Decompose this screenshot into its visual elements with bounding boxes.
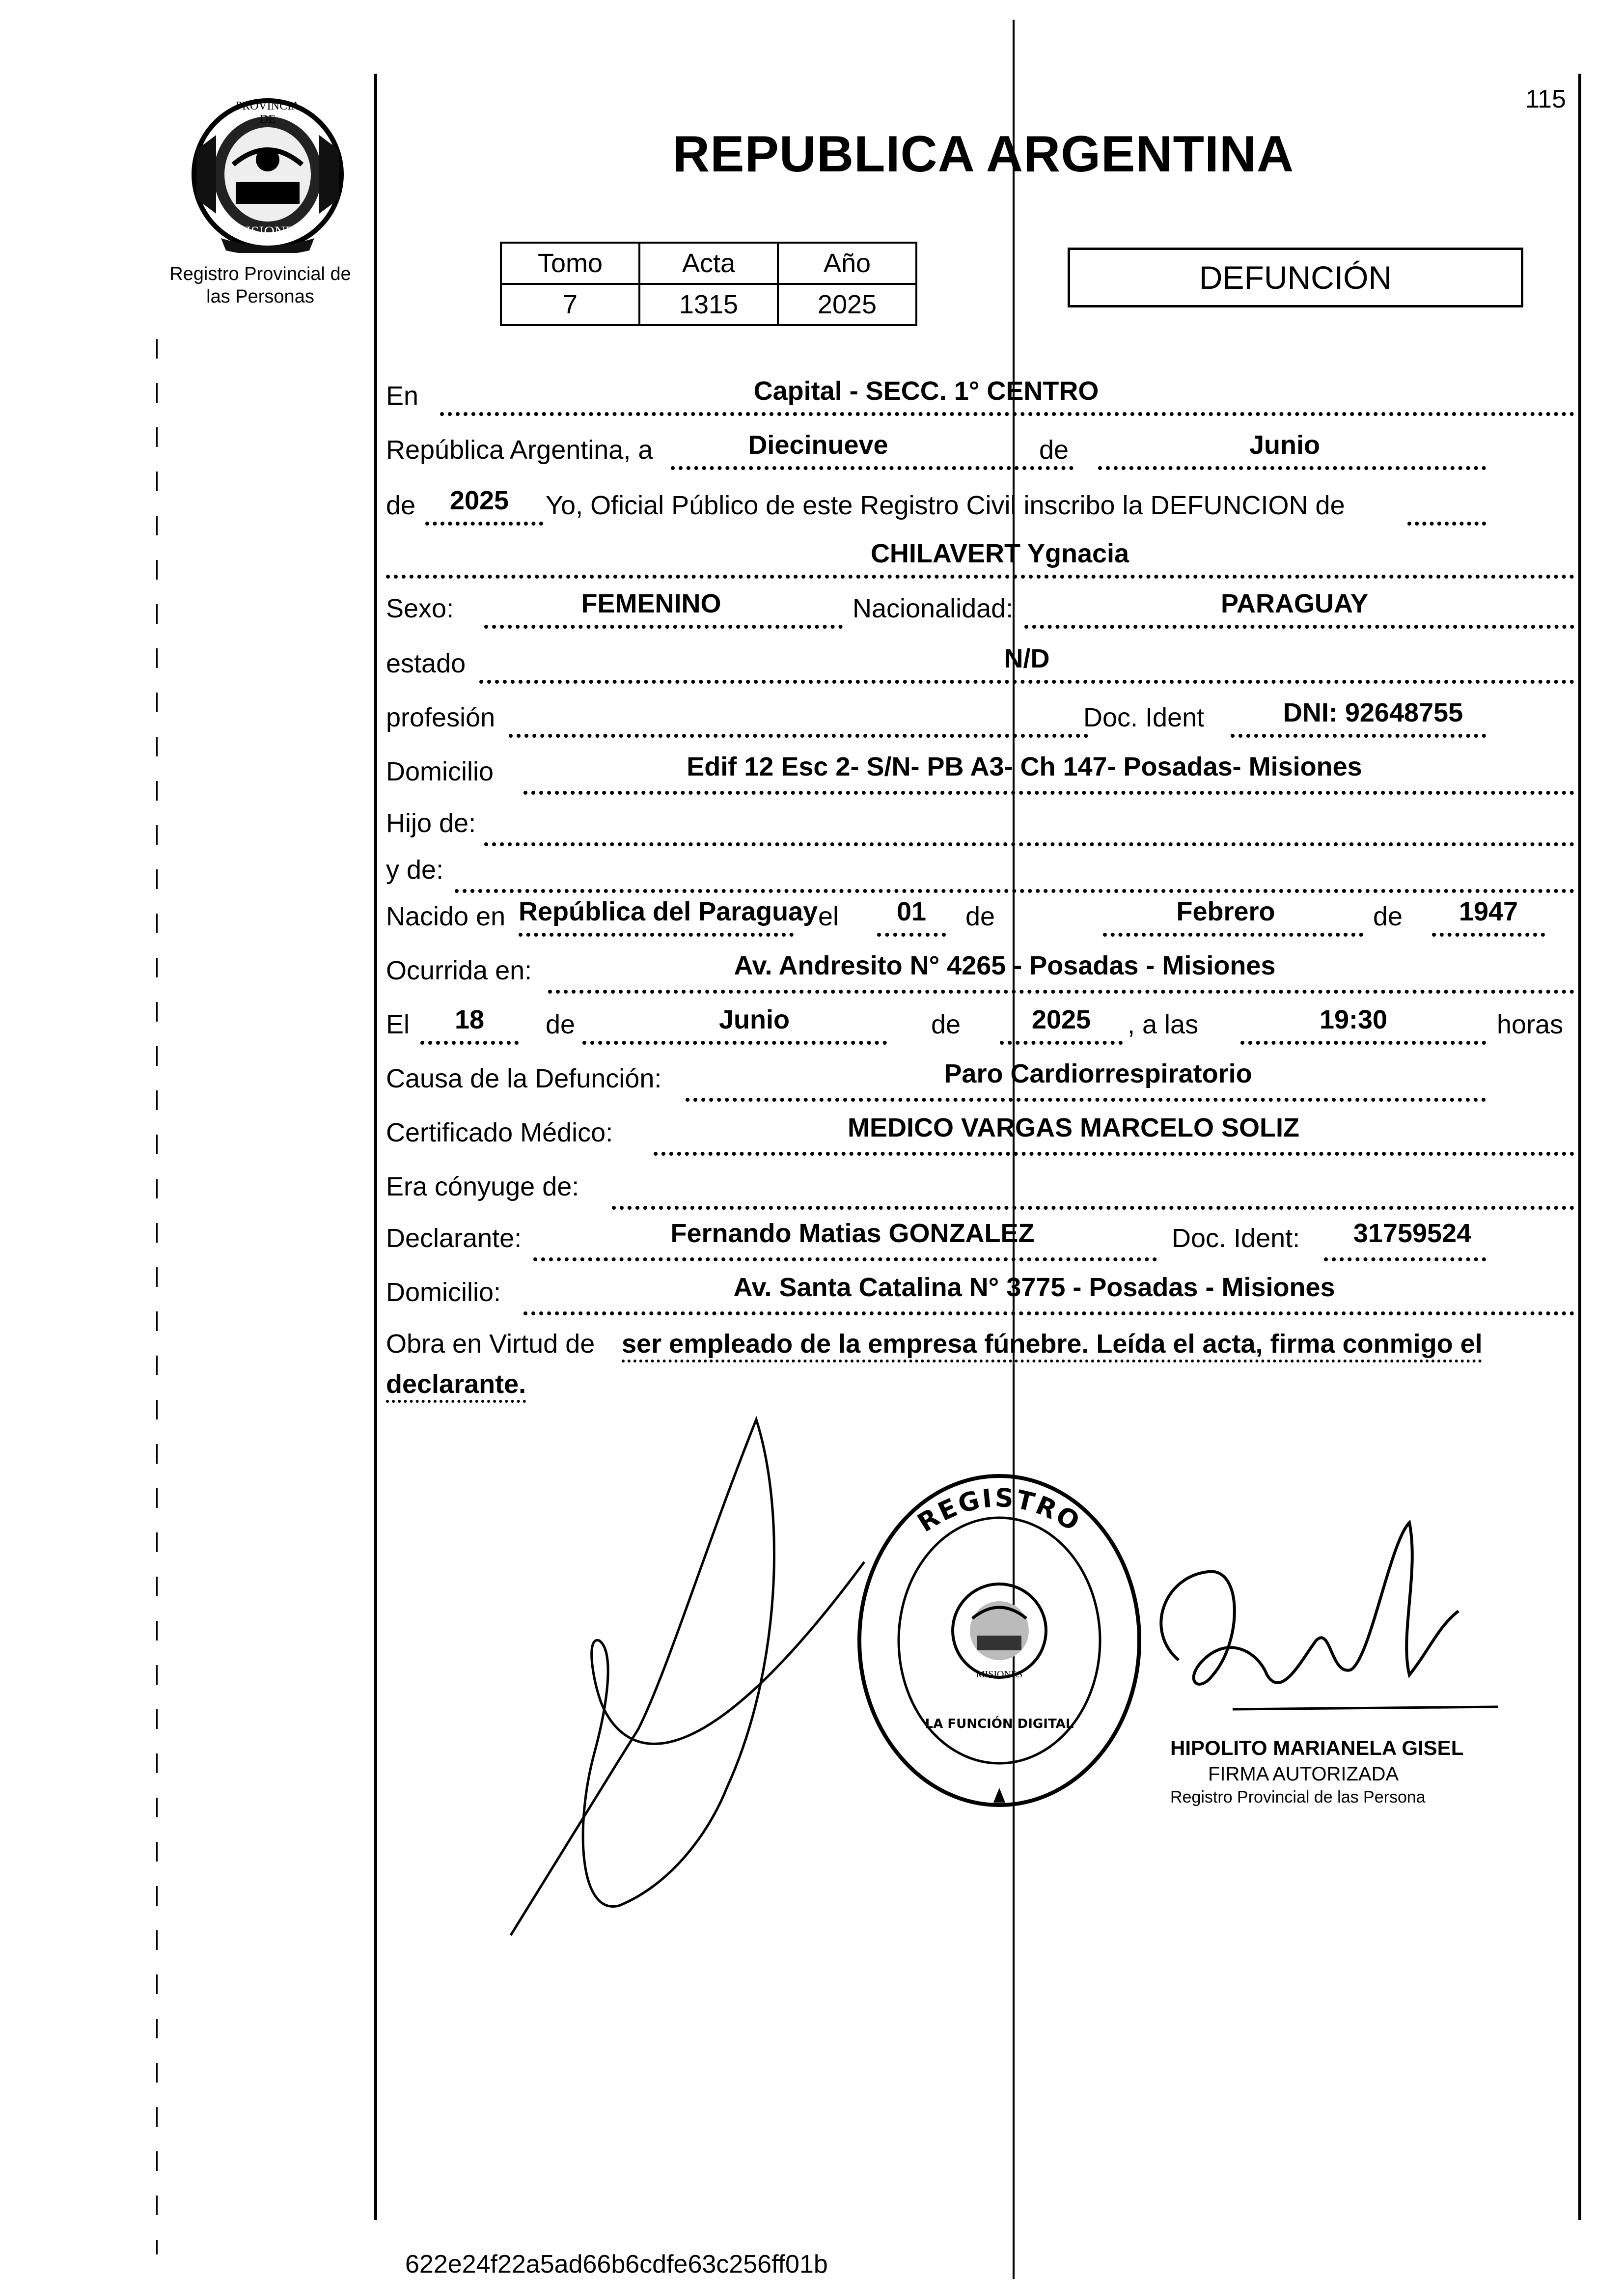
value-declarante: Fernando Matias GONZALEZ: [670, 1219, 1035, 1248]
label-obra: Obra en Virtud de: [386, 1329, 595, 1359]
row-declarante: [386, 1218, 1574, 1267]
label-republica-a: República Argentina, a: [386, 435, 653, 465]
left-margin-rule: [374, 74, 377, 2220]
row-lugar: [386, 376, 1574, 425]
value-def-anio: 2025: [1031, 1005, 1091, 1034]
dotted-line: [654, 1152, 1574, 1156]
outer-dash-rule: [156, 339, 158, 2254]
svg-text:REGISTRO: [912, 1483, 1086, 1538]
dotted-line: [671, 466, 1073, 470]
document-type-box: DEFUNCIÓN: [1068, 248, 1523, 307]
value-obra-line2: declarante.: [386, 1369, 526, 1399]
label-estado: estado: [386, 649, 466, 678]
registry-caption: [147, 263, 373, 308]
dotted-line: [1324, 1257, 1486, 1261]
value-nombre: CHILAVERT Ygnacia: [870, 539, 1129, 568]
document-hash: 622e24f22a5ad66b6cdfe63c256ff01b: [405, 2250, 828, 2279]
value-dia-letras: Diecinueve: [748, 430, 888, 460]
label-de-def-mes: de: [546, 1010, 576, 1039]
value-lugar: Capital - SECC. 1° CENTRO: [753, 376, 1099, 406]
emblem-top-text: PROVINCIA DE: [235, 100, 300, 126]
row-y-de: [386, 850, 1574, 899]
row-conyuge: [386, 1167, 1574, 1216]
label-nacido-en: Nacido en: [386, 902, 506, 931]
label-el: el: [818, 902, 839, 931]
value-mes: Junio: [1249, 430, 1320, 460]
row-oficial: [386, 485, 1574, 534]
label-conyuge: Era cónyuge de:: [386, 1172, 579, 1201]
official-signature: [1144, 1513, 1498, 1739]
row-causa: [386, 1058, 1574, 1108]
dotted-line: [1098, 466, 1486, 470]
table-header-anio: Año: [778, 243, 916, 284]
value-def-mes: Junio: [719, 1005, 790, 1034]
dotted-line: [509, 734, 1088, 738]
signatory-title: FIRMA AUTORIZADA: [1208, 1763, 1399, 1785]
row-fecha-defuncion: [386, 1004, 1574, 1054]
value-hora: 19:30: [1319, 1005, 1388, 1034]
label-declarante: Declarante:: [386, 1223, 522, 1253]
dotted-line: [425, 522, 543, 526]
stamp-arc-textpath: REGISTRO: [912, 1483, 1086, 1538]
dotted-line: [484, 625, 843, 629]
value-obra-line1: ser empleado de la empresa fúnebre. Leída el acta, firma conmigo el: [622, 1329, 1483, 1359]
label-el-cap: El: [386, 1010, 410, 1039]
dotted-line: [533, 1257, 1157, 1261]
stamp-emblem-text: MISIONES: [976, 1669, 1023, 1680]
row-certificado: [386, 1112, 1574, 1162]
value-estado: N/D: [1004, 644, 1050, 673]
row-profesion: [386, 697, 1574, 747]
table-value-anio: 2025: [778, 284, 916, 325]
dotted-line: [1231, 734, 1486, 738]
table-value-tomo: 7: [501, 284, 639, 325]
dotted-line: [1407, 522, 1486, 526]
dotted-line: [1000, 1041, 1123, 1045]
dotted-line: [455, 889, 1574, 893]
registry-stamp: [852, 1469, 1147, 1817]
row-fecha: [386, 430, 1574, 479]
label-domicilio: Domicilio: [386, 757, 494, 786]
row-nombre: [386, 535, 1574, 584]
signatory-name: HIPOLITO MARIANELA GISEL: [1170, 1736, 1464, 1759]
dotted-line: [1432, 933, 1545, 937]
label-sexo: Sexo:: [386, 594, 454, 623]
table-header-acta: Acta: [639, 243, 778, 284]
row-estado: [386, 643, 1574, 693]
row-hijo-de: [386, 803, 1574, 852]
dotted-line: [686, 1098, 1486, 1102]
value-domicilio: Edif 12 Esc 2- S/N- PB A3- Ch 147- Posadas- Misiones: [687, 752, 1362, 781]
official-signature-scribble-icon: [1144, 1513, 1498, 1739]
label-horas: horas: [1497, 1010, 1564, 1039]
label-oficial: Yo, Oficial Público de este Registro Civil inscribo la DEFUNCION de: [546, 491, 1345, 520]
label-de-anio: de: [386, 491, 416, 520]
value-causa: Paro Cardiorrespiratorio: [944, 1059, 1252, 1088]
label-doc-ident-declarante: Doc. Ident:: [1172, 1223, 1300, 1253]
value-nac-dia: 01: [896, 897, 927, 926]
value-def-dia: 18: [454, 1005, 485, 1034]
dotted-line: [548, 990, 1574, 994]
label-ocurrida-en: Ocurrida en:: [386, 956, 532, 985]
value-nac-mes: Febrero: [1176, 897, 1275, 926]
row-domicilio-declarante: [386, 1272, 1574, 1321]
label-nacionalidad: Nacionalidad:: [853, 594, 1014, 623]
label-de: de: [1039, 435, 1069, 465]
stamp-arc-lettering: [906, 1478, 1093, 1542]
value-doc-ident: DNI: 92648755: [1283, 698, 1463, 727]
dotted-line: [582, 1041, 887, 1045]
label-profesion: profesión: [386, 703, 495, 732]
dotted-line: [612, 1206, 1574, 1210]
signatory-office: Registro Provincial de las Persona: [1170, 1788, 1426, 1807]
dotted-line: [386, 575, 1574, 579]
label-y-de: y de:: [386, 855, 444, 885]
value-ocurrida-en: Av. Andresito N° 4265 - Posadas - Misiones: [734, 951, 1276, 980]
value-nacido-en: República del Paraguay: [519, 897, 818, 926]
dotted-line: [1240, 1041, 1486, 1045]
value-declarante-doc: 31759524: [1353, 1219, 1472, 1248]
dotted-line: [479, 680, 1574, 684]
label-domicilio-declarante: Domicilio:: [386, 1278, 501, 1307]
dotted-line: [420, 1041, 519, 1045]
page-title: REPUBLICA ARGENTINA: [673, 126, 1294, 183]
dotted-line: [1103, 933, 1363, 937]
label-en: En: [386, 381, 419, 411]
row-nacimiento-fecha: [386, 896, 1574, 945]
stamp-inner-text: LA FUNCIÓN DIGITAL: [925, 1717, 1074, 1731]
value-nac-anio: 1947: [1459, 897, 1518, 926]
label-a-las: , a las: [1128, 1010, 1199, 1039]
dotted-line: [484, 842, 1574, 846]
dotted-line: [523, 1311, 1574, 1315]
province-emblem: [187, 91, 349, 253]
right-margin-rule: [1578, 74, 1581, 2220]
value-anio: 2025: [449, 486, 509, 515]
page-number: 115: [1525, 85, 1566, 113]
table-value-acta: 1315: [639, 284, 778, 325]
value-certificado: MEDICO VARGAS MARCELO SOLIZ: [847, 1113, 1299, 1142]
row-sexo: [386, 588, 1574, 638]
value-nacionalidad: PARAGUAY: [1220, 589, 1369, 618]
row-obra: [386, 1324, 1574, 1412]
label-causa: Causa de la Defunción:: [386, 1064, 662, 1093]
registry-caption-line2: las Personas: [206, 286, 314, 307]
label-de-nac-anio: de: [1373, 902, 1403, 931]
label-de-nac-mes: de: [965, 902, 995, 931]
label-hijo-de: Hijo de:: [386, 808, 476, 838]
table-header-tomo: Tomo: [501, 243, 639, 284]
stamp-top-text: [906, 1478, 1093, 1550]
label-doc-ident: Doc. Ident: [1083, 703, 1205, 732]
dotted-line: [1024, 625, 1574, 629]
acta-reference-table: [500, 242, 917, 326]
emblem-bottom-text: MISIONES: [233, 223, 303, 240]
label-de-def-anio: de: [931, 1010, 961, 1039]
value-sexo: FEMENINO: [581, 589, 721, 618]
label-certificado: Certificado Médico:: [386, 1118, 613, 1147]
dotted-line: [523, 791, 1574, 795]
value-declarante-domicilio: Av. Santa Catalina N° 3775 - Posadas - Misiones: [733, 1273, 1335, 1302]
row-domicilio: [386, 751, 1574, 801]
dotted-line: [440, 412, 1574, 416]
registry-caption-line1: Registro Provincial de: [169, 264, 351, 284]
row-ocurrida: [386, 950, 1574, 1000]
